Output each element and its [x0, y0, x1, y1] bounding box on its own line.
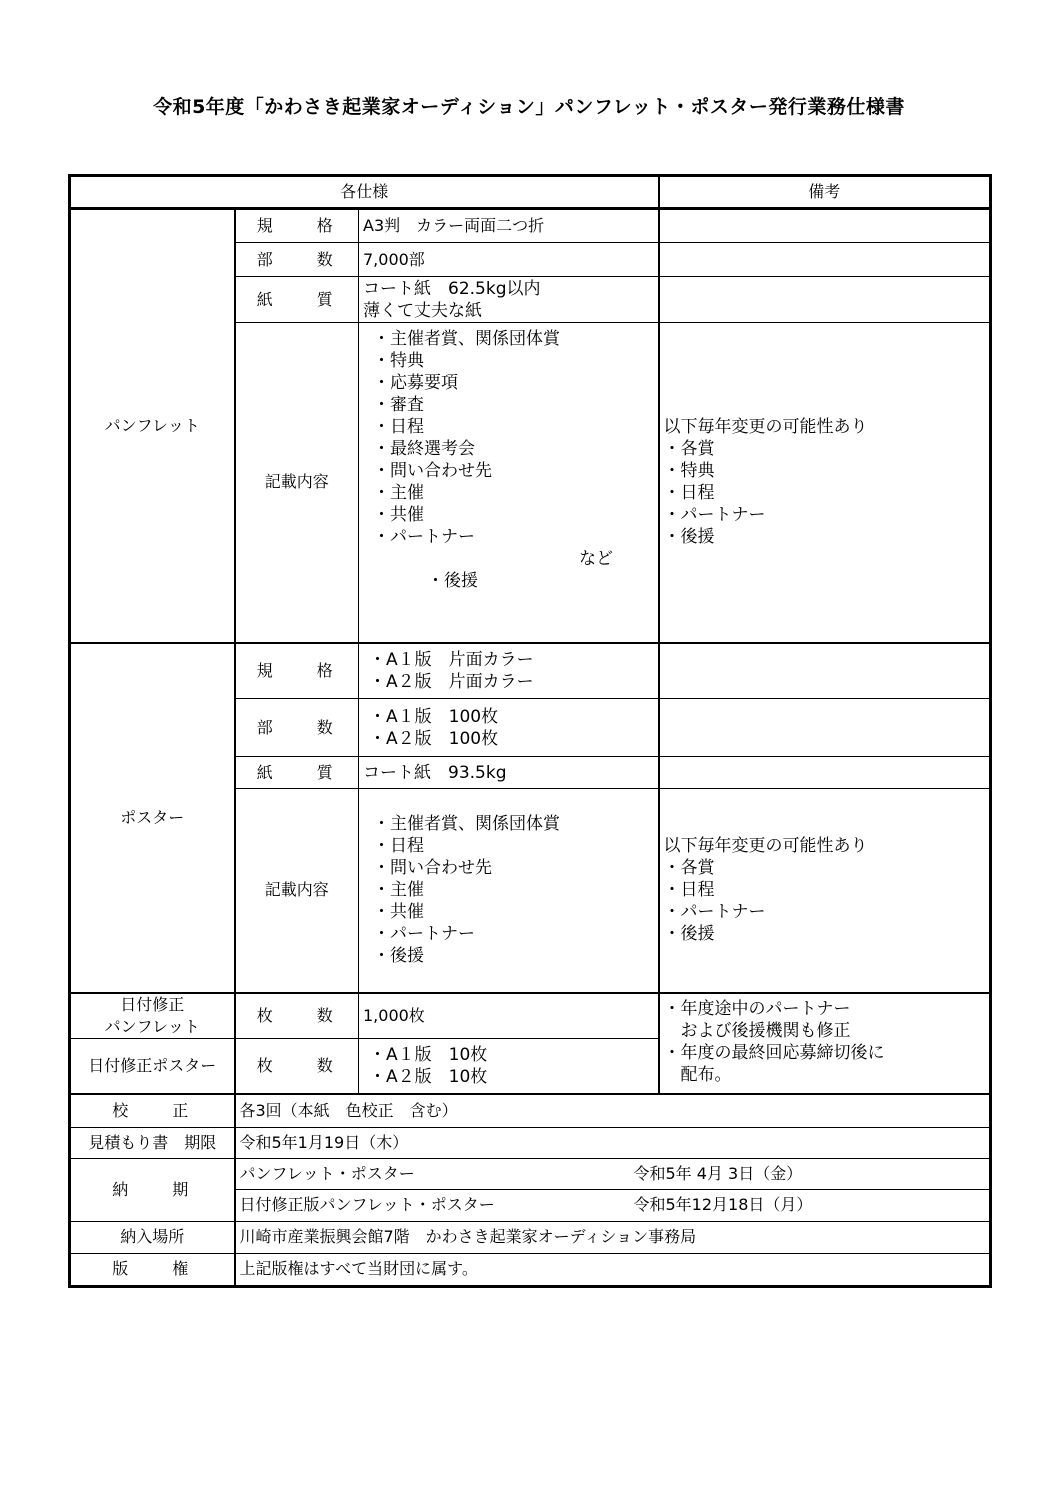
pamphlet-size-value: A3判 カラー両面二つ折 — [359, 209, 659, 243]
pamphlet-paper-line-1: コート紙 62.5kg以内 — [363, 278, 541, 299]
list-item: ・特典 — [663, 461, 715, 482]
pamphlet-content-remarks — [659, 323, 991, 643]
pamphlet-size-remarks — [659, 209, 991, 243]
pamphlet-remarks-block — [664, 416, 986, 548]
list-item: ・後援 — [663, 924, 715, 945]
table-row — [70, 643, 991, 699]
list-item: ・後援 — [373, 946, 424, 967]
poster-qty-line-1: ・A１版 100枚 — [369, 706, 499, 727]
list-item: ・審査 — [373, 395, 424, 416]
estimate-label: 見積もり書 期限 — [70, 1127, 235, 1158]
poster-size-value — [359, 643, 659, 699]
list-item: ・問い合わせ先 — [373, 461, 492, 482]
poster-remarks-block — [664, 835, 986, 945]
pamphlet-paper-label: 紙 質 — [235, 277, 359, 323]
pamphlet-content-list — [363, 328, 654, 636]
pamphlet-qty-label: 部 数 — [235, 243, 359, 277]
date-pamphlet-label-2: パンフレット — [104, 1016, 200, 1036]
table-row — [70, 1094, 991, 1127]
poster-paper-value: コート紙 93.5kg — [359, 757, 659, 789]
list-item: ・主催者賞、関係団体賞 — [373, 329, 560, 350]
list-item: および後援機関も修正 — [663, 1020, 851, 1041]
list-item: ・最終選考会 — [373, 439, 475, 460]
poster-size-line-2: ・A２版 片面カラー — [369, 671, 534, 692]
delivery-date-1: 令和5年 4月 3日（金） — [633, 1163, 803, 1183]
pamphlet-qty-remarks — [659, 243, 991, 277]
poster-label: ポスター — [70, 643, 235, 993]
list-item: ・主催 — [373, 483, 424, 504]
date-pamphlet-qty-value: 1,000枚 — [359, 993, 659, 1039]
poster-content-label: 記載内容 — [235, 789, 359, 993]
date-poster-qty-line-1: ・A１版 10枚 — [369, 1044, 488, 1065]
delivery-label: 納 期 — [70, 1158, 235, 1221]
poster-qty-remarks — [659, 699, 991, 757]
place-value: 川崎市産業振興会館7階 かわさき起業家オーディション事務局 — [235, 1221, 991, 1253]
estimate-value: 令和5年1月19日（木） — [235, 1127, 991, 1158]
table-row — [70, 993, 991, 1039]
table-row — [70, 209, 991, 243]
table-header-row — [70, 176, 991, 209]
poster-size-line-1: ・A１版 片面カラー — [369, 649, 534, 670]
delivery-date-2: 令和5年12月18日（月） — [633, 1195, 813, 1214]
list-item: ・パートナー — [663, 505, 766, 526]
list-item: 配布。 — [663, 1064, 732, 1085]
pamphlet-content-cell — [359, 323, 659, 643]
poster-qty-label: 部 数 — [235, 699, 359, 757]
list-item: ・年度の最終回応募締切後に — [663, 1042, 885, 1063]
list-item: ・パートナー — [373, 527, 475, 548]
list-item: ・共催 — [373, 902, 424, 923]
date-remarks-cell — [659, 993, 991, 1095]
header-spec: 各仕様 — [70, 176, 659, 209]
date-remarks-block — [664, 998, 986, 1086]
list-item: ・パートナー — [663, 902, 766, 923]
pamphlet-content-suffix: など — [579, 549, 613, 570]
delivery-item-1: パンフレット・ポスター — [239, 1163, 415, 1183]
poster-size-remarks — [659, 643, 991, 699]
list-item: ・応募要項 — [373, 373, 458, 394]
table-row — [70, 1158, 991, 1189]
date-poster-qty-value — [359, 1038, 659, 1094]
list-item-text: ・後援 — [427, 571, 479, 592]
proof-label: 校 正 — [70, 1094, 235, 1127]
list-item: ・主催者賞、関係団体賞 — [373, 814, 560, 835]
pamphlet-size-label: 規 格 — [235, 209, 359, 243]
delivery-item-2: 日付修正版パンフレット・ポスター — [239, 1195, 495, 1214]
list-item: ・共催 — [373, 505, 424, 526]
spec-table — [68, 174, 992, 1288]
list-item: ・問い合わせ先 — [373, 858, 492, 879]
poster-content-list — [363, 813, 654, 967]
proof-value: 各3回（本紙 色校正 含む） — [235, 1094, 991, 1127]
list-item: ・特典 — [373, 351, 424, 372]
table-row — [70, 1127, 991, 1158]
header-remarks: 備考 — [659, 176, 991, 209]
copyright-label: 版 権 — [70, 1253, 235, 1286]
list-item: ・主催 — [373, 880, 424, 901]
poster-size-label: 規 格 — [235, 643, 359, 699]
list-item: ・日程 — [373, 836, 424, 857]
list-item: ・後援 — [663, 527, 715, 548]
delivery-row-2 — [235, 1189, 991, 1221]
list-item: ・日程 — [663, 880, 715, 901]
list-item: ・各賞 — [663, 858, 715, 879]
pamphlet-paper-line-2: 薄くて丈夫な紙 — [363, 300, 482, 321]
list-item: ・日程 — [663, 483, 715, 504]
poster-qty-line-2: ・A２版 100枚 — [369, 728, 499, 749]
place-label: 納入場所 — [70, 1221, 235, 1253]
pamphlet-remarks-title: 以下毎年変更の可能性あり — [663, 417, 868, 438]
poster-content-remarks — [659, 789, 991, 993]
list-item: ・パートナー — [373, 924, 475, 945]
date-pamphlet-label-1: 日付修正 — [120, 994, 185, 1014]
copyright-value: 上記版権はすべて当財団に属す。 — [235, 1253, 991, 1286]
pamphlet-qty-value: 7,000部 — [359, 243, 659, 277]
pamphlet-paper-value — [359, 277, 659, 323]
date-poster-qty-label: 枚 数 — [235, 1038, 359, 1094]
pamphlet-paper-remarks — [659, 277, 991, 323]
poster-paper-remarks — [659, 757, 991, 789]
list-item: ・年度途中のパートナー — [663, 998, 851, 1019]
document-title: 令和5年度「かわさき起業家オーディション」パンフレット・ポスター発行業務仕様書 — [153, 96, 905, 118]
date-pamphlet-qty-label: 枚 数 — [235, 993, 359, 1039]
table-row — [70, 1253, 991, 1286]
date-pamphlet-label — [70, 993, 235, 1039]
poster-remarks-title: 以下毎年変更の可能性あり — [663, 836, 868, 857]
poster-paper-label: 紙 質 — [235, 757, 359, 789]
poster-content-cell — [359, 789, 659, 993]
delivery-row-1 — [235, 1158, 991, 1189]
list-item — [373, 548, 654, 636]
date-poster-qty-line-2: ・A２版 10枚 — [369, 1066, 488, 1087]
pamphlet-content-label: 記載内容 — [235, 323, 359, 643]
poster-qty-value — [359, 699, 659, 757]
table-row — [70, 1221, 991, 1253]
list-item: ・各賞 — [663, 439, 715, 460]
pamphlet-label: パンフレット — [70, 209, 235, 643]
date-poster-label: 日付修正ポスター — [70, 1038, 235, 1094]
list-item: ・日程 — [373, 417, 424, 438]
